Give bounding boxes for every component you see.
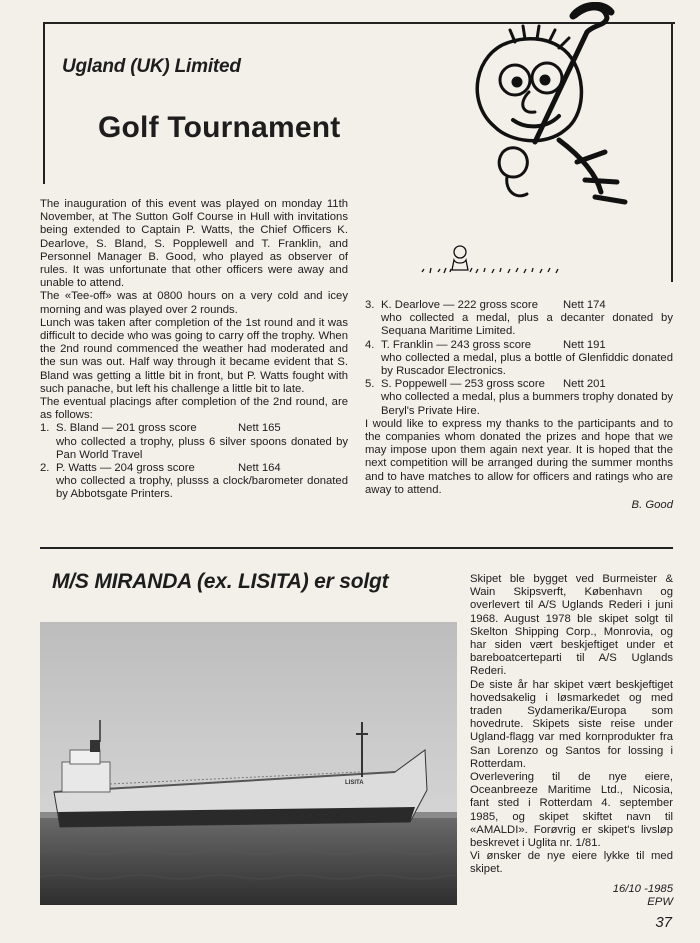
placing-number: 1. xyxy=(40,422,50,435)
placing-number: 4. xyxy=(365,338,375,351)
ship-photo xyxy=(40,622,457,905)
placing-nett: Nett 201 xyxy=(563,378,606,391)
placing-score: P. Watts — 204 gross score xyxy=(56,462,195,475)
golf-article-left-column xyxy=(40,198,348,502)
placing-score: T. Franklin — 243 gross score xyxy=(381,338,532,351)
ship-article-column xyxy=(470,573,673,909)
placing-entry xyxy=(365,339,673,379)
placing-score: S. Bland — 201 gross score xyxy=(56,422,197,435)
golf-paragraph: The inauguration of this event was played on monday 11th November, at The Sutton Golf Course in Hull with invitations being extended to Captain P. Watts, the Chief Officers K. Dearlove, S. Bland, S. Popplewell and T. Franklin, and Personnel Manager B. Good, who played as observer of rules. It was unfortunate that other officers were away and unable to attend. xyxy=(40,198,348,290)
placing-prize: who collected a medal, plus a bottle of Glenfiddic donated by Ruscador Electronics. xyxy=(381,351,673,378)
ship-paragraph: Skipet ble bygget ved Burmeister & Wain Skipsverft, København og overlevert til A/S Uglands Rederi i juni 1968. August 1978 ble skipet solgt til Skelton Shipping Corp., Monrovia, og har siden vært beskjeftiget under et bareboatcerteparti til A/S Uglands Rederi. xyxy=(470,573,673,678)
page-number: 37 xyxy=(655,914,672,931)
placing-nett: Nett 164 xyxy=(238,462,281,475)
placing-entry xyxy=(365,299,673,339)
placing-prize: who collected a trophy, pluss 6 silver spoons donated by Pan World Travel xyxy=(56,435,348,461)
golf-article-right-column xyxy=(365,299,673,512)
placing-prize: who collected a medal, plus a bummers trophy donated by Beryl's Private Hire. xyxy=(381,391,673,417)
placing-score: K. Dearlove — 222 gross score xyxy=(381,299,538,311)
golf-signature: B. Good xyxy=(631,499,673,512)
section-divider xyxy=(40,547,673,549)
ship-hull-name: LISITA xyxy=(345,780,364,786)
placing-score: S. Poppewell — 253 gross score xyxy=(381,378,545,391)
ship-article-date: 16/10 -1985 xyxy=(612,882,673,895)
article-title: Golf Tournament xyxy=(98,111,341,144)
ship-paragraph: Overlevering til de nye eiere, Oceanbreeze Maritime Ltd., Nicosia, fant sted i Rotterdam 4. september 1985, og skipet skiftet navn til «AMALDI». Forøvrig er skipet's livsløp beskrevet i Uglita nr. 1/81. xyxy=(470,771,673,850)
golf-closing-paragraph: I would like to express my thanks to the participants and to the companies whom donated the prizes and hope that we may impose upon them again next year. It is hoped that the next competition will be arranged during the summer months and to have matches to allow for officers and ratings who are away to attend. xyxy=(365,417,673,496)
golf-paragraph: The «Tee-off» was at 0800 hours on a very cold and icey morning and was played over 2 rounds. xyxy=(40,290,348,316)
placing-number: 3. xyxy=(365,299,375,311)
ship-article-title: M/S MIRANDA (ex. LISITA) er solgt xyxy=(52,570,389,593)
golf-paragraph: Lunch was taken after completion of the 1st round and it was difficult to decide who was going to carry off the trophy. When the 2nd round commenced the weather had moderated and the sun was out. Half way through it became evident that S. Bland was getting a little bit in front, but P. Watts fought with such panache, but left his challenge a little bit to late. xyxy=(40,316,348,395)
placing-number: 5. xyxy=(365,378,375,391)
placing-nett: Nett 191 xyxy=(563,338,606,351)
placing-nett: Nett 174 xyxy=(563,299,606,311)
ship-paragraph: Vi ønsker de nye eiere lykke til med skipet. xyxy=(470,850,673,876)
placing-prize: who collected a medal, plus a decanter donated by Sequana Maritime Limited. xyxy=(381,312,673,338)
ship-article-signature: EPW xyxy=(647,895,673,908)
company-name: Ugland (UK) Limited xyxy=(62,56,241,77)
placing-prize: who collected a trophy, plusss a clock/barometer donated by Abbotsgate Printers. xyxy=(56,475,348,501)
golf-paragraph: The eventual placings after completion of the 2nd round, are as follows: xyxy=(40,396,348,422)
placing-entry xyxy=(40,422,348,462)
mini-golfer-grass-illustration xyxy=(420,244,565,278)
golfer-cartoon-illustration xyxy=(455,2,640,212)
header-box-right-rule xyxy=(671,22,673,282)
placing-entry xyxy=(365,378,673,418)
placing-nett: Nett 165 xyxy=(238,422,281,435)
ship-paragraph: De siste år har skipet vært beskjeftiget hovedsakelig i løsmarkedet og med traden Sydamerika/Europa som hovedrute. Skipets siste reise under Ugland-flagg var med kornprodukter fra San Lorenzo og Santos for lossing i Rotterdam. xyxy=(470,678,673,770)
placing-number: 2. xyxy=(40,462,50,475)
placing-entry xyxy=(40,462,348,502)
